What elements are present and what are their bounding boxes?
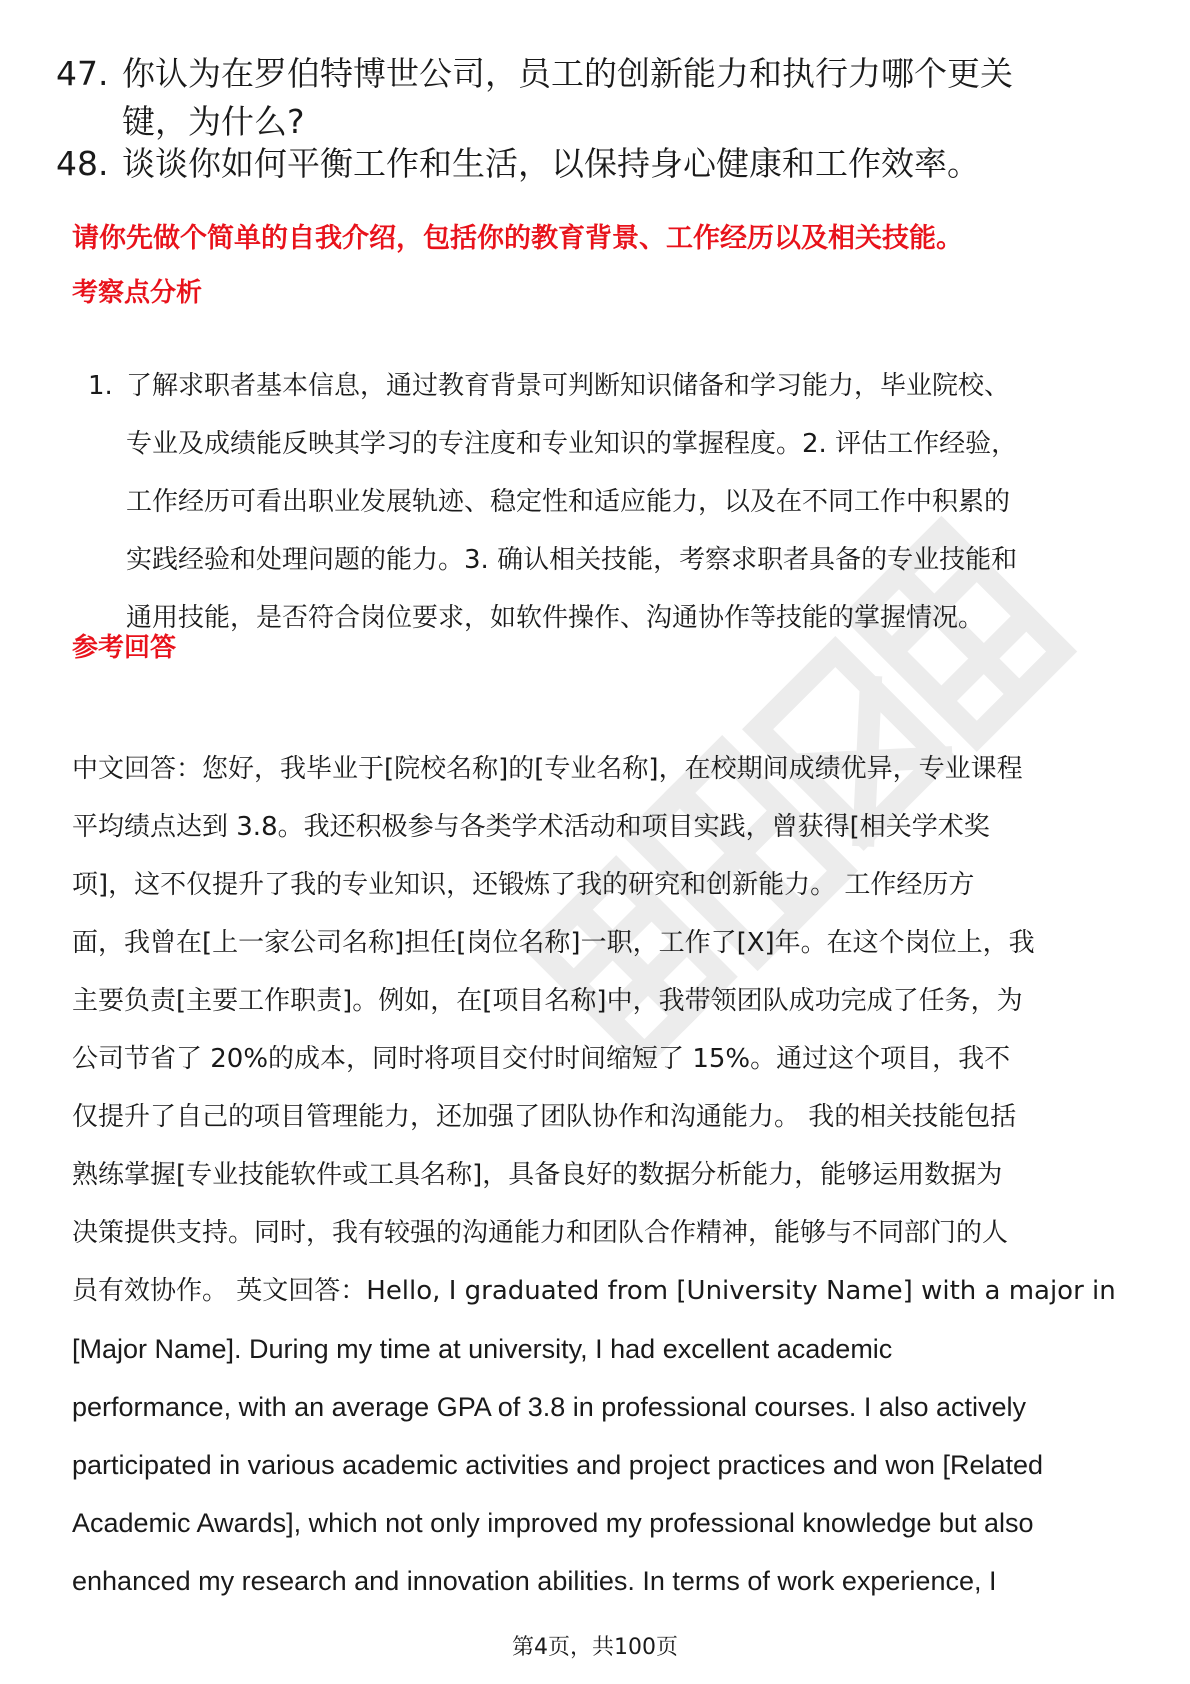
answer-line: [Major Name]. During my time at university, I had excellent academic xyxy=(72,1334,893,1364)
answer-line: 员有效协作。 英文回答：Hello, I graduated from [University Name] with a major in xyxy=(72,1276,1116,1306)
highlight-question: 请你先做个简单的自我介绍，包括你的教育背景、工作经历以及相关技能。 xyxy=(72,223,963,254)
question-number: 48. xyxy=(56,144,109,183)
answer-line: 熟练掌握[专业技能软件或工具名称]，具备良好的数据分析能力，能够运用数据为 xyxy=(72,1160,1003,1190)
analysis-line: 专业及成绩能反映其学习的专注度和专业知识的掌握程度。2. 评估工作经验， xyxy=(126,429,1018,459)
answer-line: 主要负责[主要工作职责]。例如，在[项目名称]中，我带领团队成功完成了任务，为 xyxy=(72,986,1023,1016)
question-text-line1: 你认为在罗伯特博世公司，员工的创新能力和执行力哪个更关 xyxy=(122,54,1013,93)
page-footer: 第4页，共100页 xyxy=(512,1635,678,1660)
answer-line: Academic Awards], which not only improved my professional knowledge but also xyxy=(72,1508,1034,1538)
answer-label: 参考回答 xyxy=(72,633,177,663)
answer-line: 仅提升了自己的项目管理能力，还加强了团队协作和沟通能力。 我的相关技能包括 xyxy=(72,1102,1017,1132)
answer-line: 面，我曾在[上一家公司名称]担任[岗位名称]一职，工作了[X]年。在这个岗位上，我 xyxy=(72,928,1035,958)
analysis-line: 工作经历可看出职业发展轨迹、稳定性和适应能力，以及在不同工作中积累的 xyxy=(126,487,1011,517)
analysis-line: 通用技能，是否符合岗位要求，如软件操作、沟通协作等技能的掌握情况。 xyxy=(126,603,985,633)
answer-line: 决策提供支持。同时，我有较强的沟通能力和团队合作精神，能够与不同部门的人 xyxy=(72,1218,1009,1248)
answer-line: enhanced my research and innovation abilities. In terms of work experience, I xyxy=(72,1566,997,1596)
analysis-line: 1. 了解求职者基本信息，通过教育背景可判断知识储备和学习能力，毕业院校、 xyxy=(88,364,1128,422)
answer-line: 公司节省了 20%的成本，同时将项目交付时间缩短了 15%。通过这个项目，我不 xyxy=(72,1044,1011,1074)
answer-body xyxy=(72,747,1132,1617)
answer-line: 平均绩点达到 3.8。我还积极参与各类学术活动和项目实践，曾获得[相关学术奖 xyxy=(72,812,990,842)
question-text-line1: 谈谈你如何平衡工作和生活，以保持身心健康和工作效率。 xyxy=(122,144,980,183)
analysis-list xyxy=(88,364,1128,654)
answer-line: performance, with an average GPA of 3.8 in professional courses. I also actively xyxy=(72,1392,1026,1422)
question-number: 47. xyxy=(56,54,109,93)
analysis-line: 实践经验和处理问题的能力。3. 确认相关技能，考察求职者具备的专业技能和 xyxy=(126,545,1018,575)
list-marker: 1. xyxy=(88,371,113,401)
question-47 xyxy=(56,50,1146,146)
answer-line: participated in various academic activities and project practices and won [Related xyxy=(72,1450,1044,1480)
analysis-label: 考察点分析 xyxy=(72,278,203,308)
answer-line: 项]，这不仅提升了我的专业知识，还锻炼了我的研究和创新能力。 工作经历方 xyxy=(72,870,975,900)
question-48 xyxy=(56,140,1146,188)
question-text-line2: 键，为什么? xyxy=(122,102,305,141)
answer-line: 中文回答：您好，我毕业于[院校名称]的[专业名称]，在校期间成绩优异，专业课程 xyxy=(72,754,1023,784)
